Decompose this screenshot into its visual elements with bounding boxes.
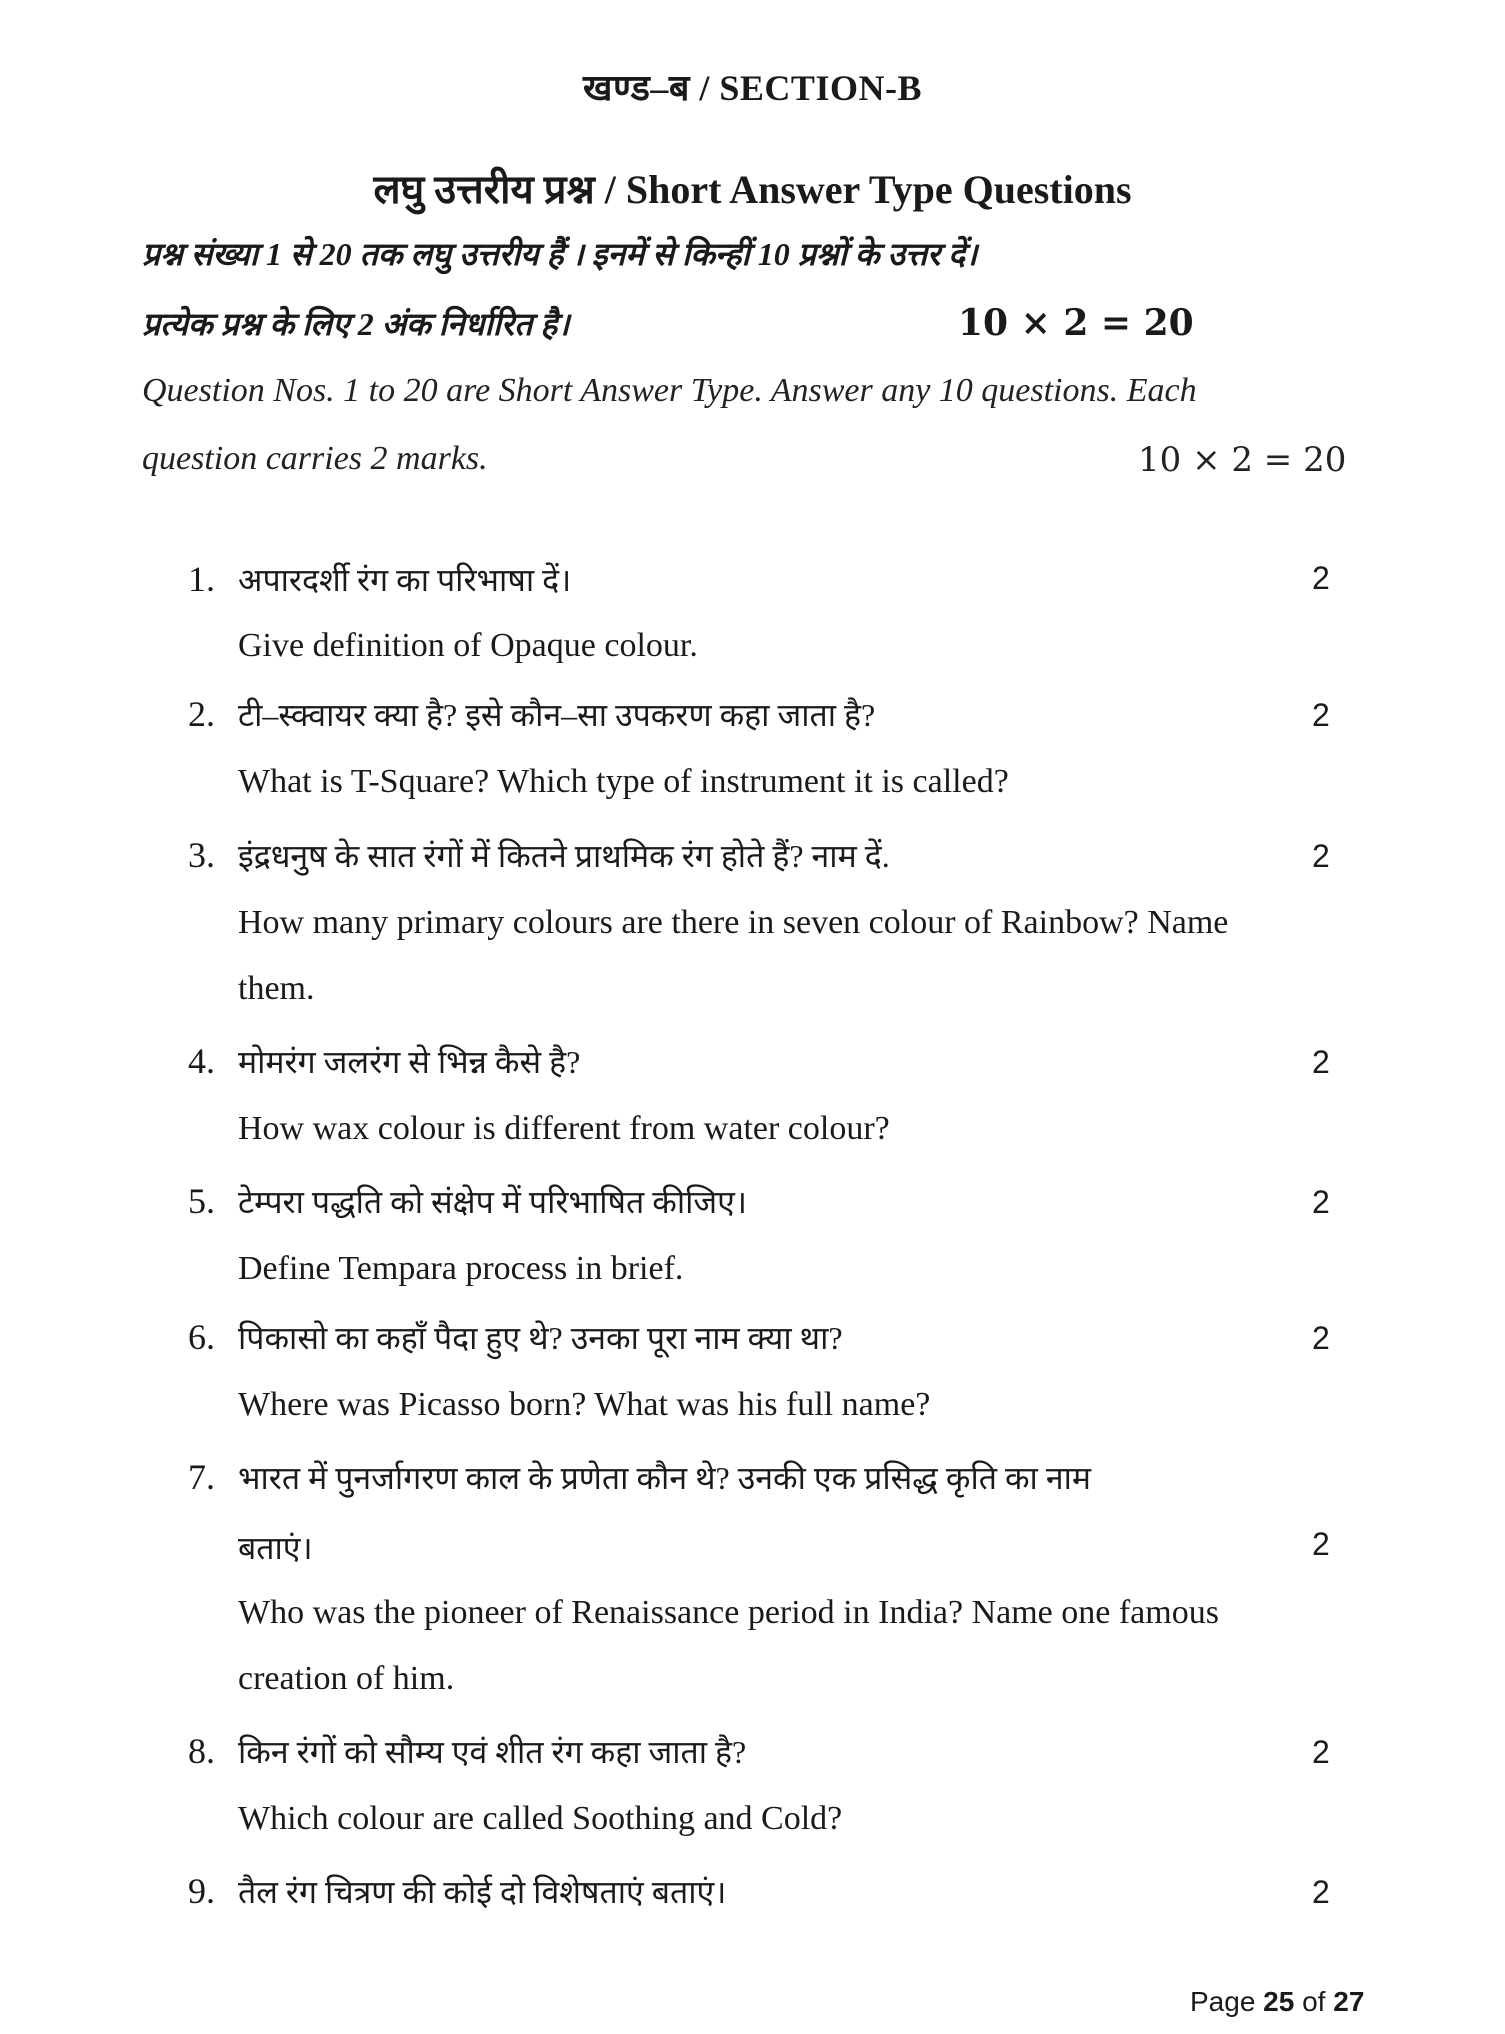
- section-title: खण्ड–ब / SECTION-B: [583, 68, 922, 108]
- instruction-english-line1: Question Nos. 1 to 20 are Short Answer Type. Answer any 10 questions. Each: [142, 372, 1197, 409]
- current-page: 25: [1263, 1986, 1295, 2017]
- question-english-line2: creation of him.: [238, 1660, 455, 1697]
- question-english: How wax colour is different from water colour?: [238, 1110, 890, 1147]
- question-hindi: टेम्परा पद्धति को संक्षेप में परिभाषित कीजिए।: [238, 1184, 747, 1220]
- question-number: 3.: [188, 835, 215, 875]
- total-pages: 27: [1333, 1986, 1365, 2017]
- question-hindi: इंद्रधनुष के सात रंगों में कितने प्राथमिक रंग होते हैं? नाम दें.: [238, 838, 890, 874]
- question-hindi: अपारदर्शी रंग का परिभाषा दें।: [238, 562, 572, 598]
- question-number: 5.: [188, 1181, 215, 1221]
- question-marks: 2: [1312, 1044, 1330, 1080]
- question-number: 6.: [188, 1317, 215, 1357]
- question-number: 9.: [188, 1871, 215, 1911]
- question-english: Which colour are called Soothing and Cold?: [238, 1800, 843, 1837]
- question-hindi: टी–स्क्वायर क्या है? इसे कौन–सा उपकरण कहा जाता है?: [238, 697, 876, 733]
- question-hindi-line1: भारत में पुनर्जागरण काल के प्रणेता कौन थे? उनकी एक प्रसिद्ध कृति का नाम: [238, 1460, 1092, 1496]
- question-marks: 2: [1312, 1526, 1330, 1562]
- question-marks: 2: [1312, 1320, 1330, 1356]
- instruction-hindi-line2: प्रत्येक प्रश्न के लिए 2 अंक निर्धारित है।: [142, 306, 570, 342]
- question-marks: 2: [1312, 838, 1330, 874]
- question-marks: 2: [1312, 1874, 1330, 1910]
- question-hindi: पिकासो का कहाँ पैदा हुए थे? उनका पूरा नाम क्या था?: [238, 1320, 843, 1356]
- question-hindi-line2: बताएं।: [238, 1530, 313, 1566]
- question-english: Where was Picasso born? What was his full name?: [238, 1386, 931, 1423]
- page-of: of: [1294, 1986, 1334, 2017]
- page-prefix: Page: [1190, 1986, 1264, 2017]
- question-marks: 2: [1312, 1184, 1330, 1220]
- question-english-line1: How many primary colours are there in seven colour of Rainbow? Name: [238, 904, 1229, 941]
- question-english: What is T-Square? Which type of instrument it is called?: [238, 763, 1009, 800]
- question-number: 4.: [188, 1041, 215, 1081]
- question-number: 2.: [188, 694, 215, 734]
- instruction-english-marks: 10 × 2 = 20: [1138, 440, 1347, 480]
- question-number: 1.: [188, 559, 215, 599]
- question-number: 8.: [188, 1731, 215, 1771]
- question-marks: 2: [1312, 697, 1330, 733]
- instruction-hindi-marks: 10 × 2 = 20: [958, 302, 1194, 344]
- question-hindi: मोमरंग जलरंग से भिन्न कैसे है?: [238, 1044, 581, 1080]
- section-heading: लघु उत्तरीय प्रश्न / Short Answer Type Questions: [373, 167, 1132, 212]
- instruction-english-line2: question carries 2 marks.: [142, 440, 488, 477]
- page-number: [1190, 1986, 1364, 2018]
- question-marks: 2: [1312, 560, 1330, 596]
- question-english: Give definition of Opaque colour.: [238, 627, 698, 664]
- question-marks: 2: [1312, 1734, 1330, 1770]
- question-hindi: किन रंगों को सौम्य एवं शीत रंग कहा जाता है?: [238, 1734, 747, 1770]
- question-hindi: तैल रंग चित्रण की कोई दो विशेषताएं बताएं।: [238, 1874, 727, 1910]
- instruction-hindi-line1: प्रश्न संख्या 1 से 20 तक लघु उत्तरीय हैं । इनमें से किन्हीं 10 प्रश्नों के उत्तर दें।: [142, 236, 978, 272]
- question-english: Define Tempara process in brief.: [238, 1250, 684, 1287]
- question-english-line2: them.: [238, 970, 315, 1007]
- question-number: 7.: [188, 1457, 215, 1497]
- question-english-line1: Who was the pioneer of Renaissance period in India? Name one famous: [238, 1594, 1219, 1631]
